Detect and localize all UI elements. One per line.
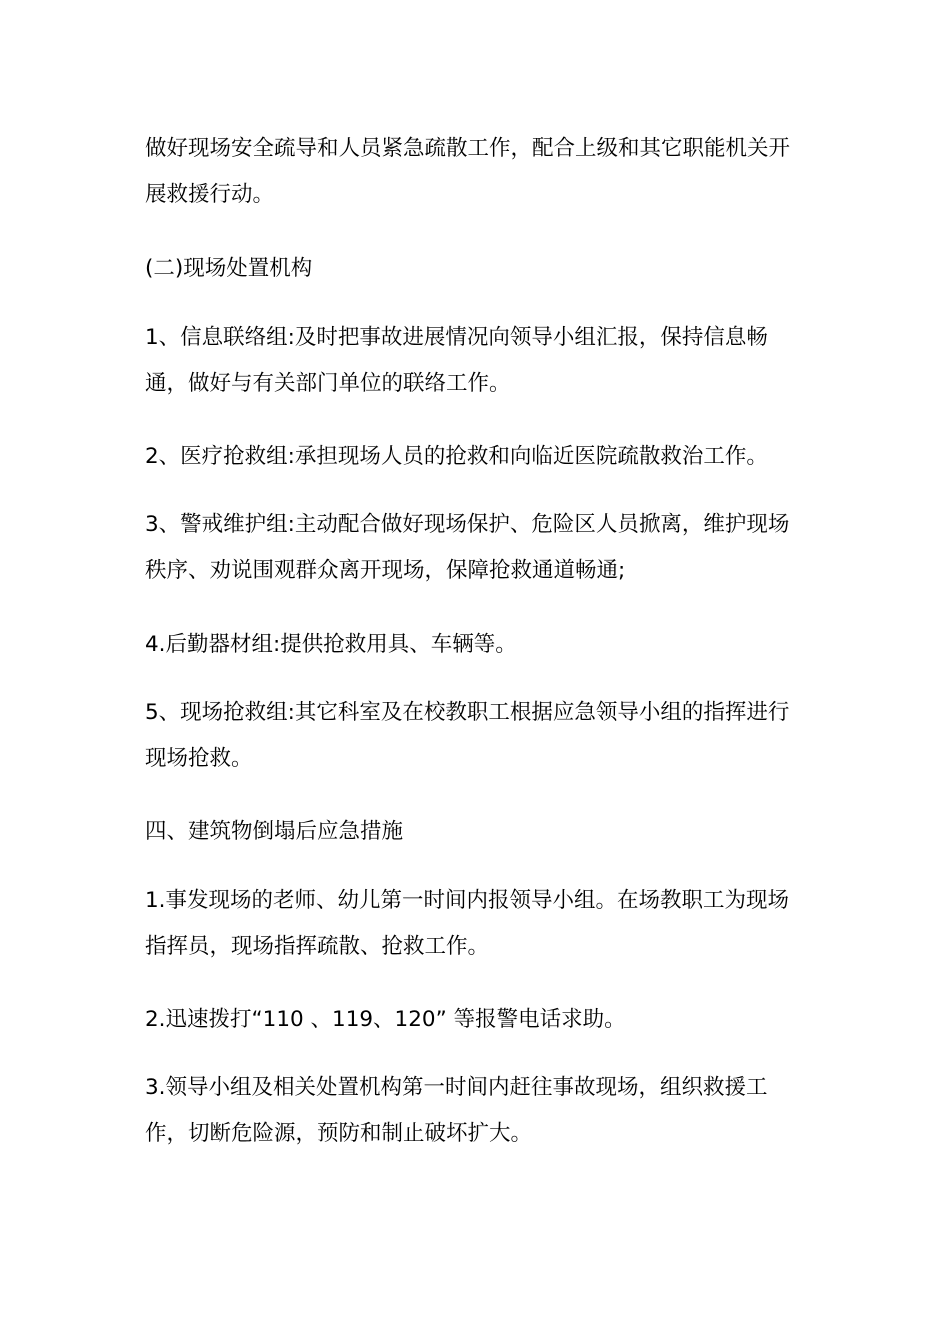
paragraph-medical-rescue-group: 2、医疗抢救组:承担现场人员的抢救和向临近医院疏散救治工作。 (145, 444, 768, 469)
paragraph-measure-2: 2.迅速拨打“110 、119、120” 等报警电话求助。 (145, 1007, 626, 1032)
section-heading-collapse-measures: 四、建筑物倒塌后应急措施 (145, 819, 404, 844)
paragraph-measure-1: 1.事发现场的老师、幼儿第一时间内报领导小组。在场教职工为现场指挥员，现场指挥疏散、抢救工作。 (145, 888, 790, 959)
section-heading-onsite-units: (二)现场处置机构 (145, 256, 313, 281)
paragraph-onsite-rescue-group: 5、现场抢救组:其它科室及在校教职工根据应急领导小组的指挥进行现场抢救。 (145, 700, 790, 771)
paragraph-rescue-coordination: 做好现场安全疏导和人员紧急疏散工作，配合上级和其它职能机关开展救援行动。 (145, 136, 791, 207)
paragraph-security-group: 3、警戒维护组:主动配合做好现场保护、危险区人员掀离，维护现场秩序、劝说围观群众离开现场，保障抢救通道畅通; (145, 512, 790, 583)
paragraph-logistics-group: 4.后勤器材组:提供抢救用具、车辆等。 (145, 632, 517, 657)
paragraph-info-liaison-group: 1、信息联络组:及时把事故进展情况向领导小组汇报，保持信息畅通，做好与有关部门单位的联络工作。 (145, 325, 768, 396)
paragraph-measure-3: 3.领导小组及相关处置机构第一时间内赶往事故现场，组织救援工作，切断危险源，预防和制止破坏扩大。 (145, 1075, 768, 1146)
